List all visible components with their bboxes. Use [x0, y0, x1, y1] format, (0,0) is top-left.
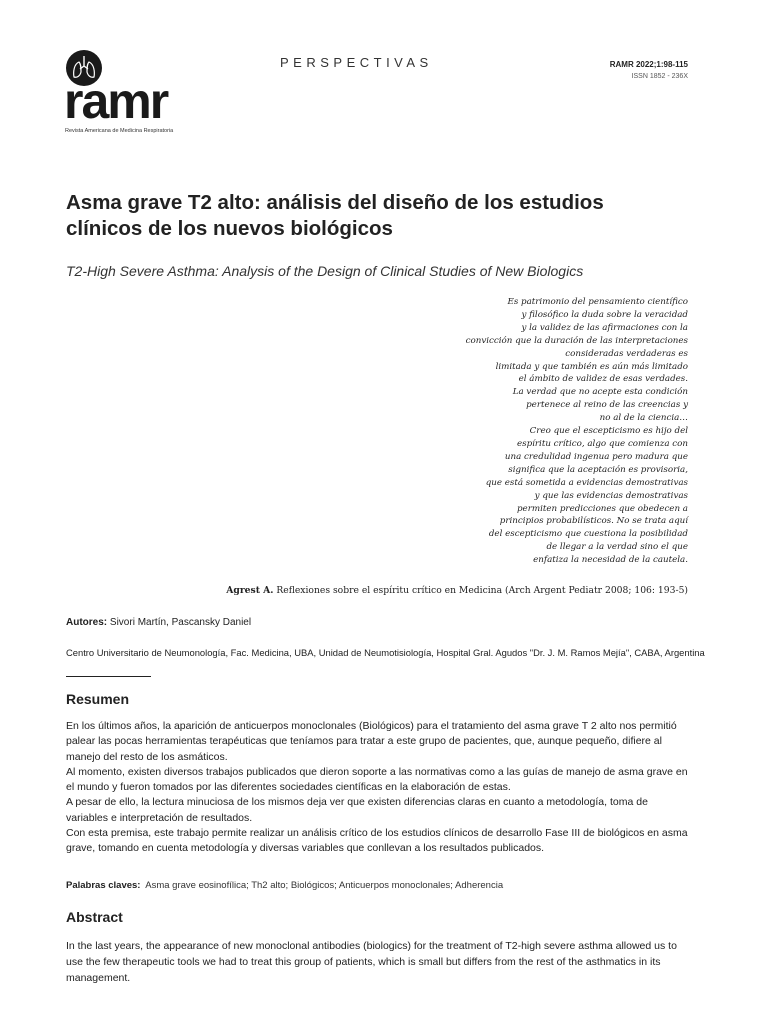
- epigraph-line: Creo que el escepticismo es hijo del: [529, 426, 688, 437]
- authors-line: [66, 617, 251, 628]
- issn: ISSN 1852 - 236X: [631, 73, 688, 80]
- epigraph-line: y la validez de las afirmaciones con la: [521, 322, 688, 333]
- epigraph-line: que está sometida a evidencias demostrativas: [485, 477, 688, 488]
- journal-reference: RAMR 2022;1:98-115: [609, 60, 688, 69]
- resumen-paragraph: Al momento, existen diversos trabajos publicados que dieron soporte a las normativas como a las guías de manejo de asma grave en el mundo y fueron tomados por las diferentes sociedades científicas en la elaboración de estas.: [66, 765, 688, 794]
- epigraph-line: convicción que la duración de las interpretaciones: [465, 335, 688, 346]
- resumen-paragraph: En los últimos años, la aparición de anticuerpos monoclonales (Biológicos) para el tratamiento del asma grave T 2 alto nos permitió palear las pocas herramientas terapéuticas que teníamos para tratar a este grupo de pacientes, que, aunque pequeño, difiere al manejo del resto de los asmáticos.: [66, 720, 677, 763]
- authors-names: Sivori Martín, Pascansky Daniel: [109, 617, 252, 628]
- citation-text: Reflexiones sobre el espíritu crítico en Medicina (Arch Argent Pediatr 2008; 106: 193-5): [276, 585, 688, 596]
- epigraph-line: el ámbito de validez de esas verdades.: [518, 374, 688, 385]
- citation-author: Agrest A.: [226, 585, 274, 596]
- epigraph-line: significa que la aceptación es provisoria,: [508, 464, 688, 475]
- keywords-text: Asma grave eosinofílica; Th2 alto; Biológicos; Anticuerpos monoclonales; Adherencia: [145, 880, 504, 891]
- epigraph-line: La verdad que no acepte esta condición: [512, 387, 688, 398]
- resumen-paragraph: Con esta premisa, este trabajo permite realizar un análisis crítico de los estudios clínicos de desarrollo Fase III de biológicos en asma grave, tomando en cuenta metodología y diversas variables que conllevan a los resultados publicados.: [66, 827, 688, 855]
- epigraph-citation: [226, 585, 688, 596]
- epigraph-line: consideradas verdaderas es: [565, 348, 688, 359]
- resumen-body: [66, 719, 691, 857]
- epigraph: [388, 296, 688, 567]
- section-divider: [66, 676, 151, 677]
- keywords-line: [66, 880, 503, 891]
- epigraph-line: principios probabilísticos. No se trata aquí: [499, 516, 688, 527]
- journal-logo: [64, 50, 176, 140]
- epigraph-line: permiten predicciones que obedecen a: [517, 503, 688, 514]
- logo-wordmark: ramr: [64, 73, 168, 129]
- epigraph-line: del escepticismo que cuestiona la posibilidad: [488, 529, 688, 540]
- article-title: [66, 190, 706, 242]
- logo-subtitle: Revista Americana de Medicina Respiratoria: [65, 128, 174, 134]
- epigraph-line: y filosófico la duda sobre la veracidad: [521, 309, 688, 320]
- affiliation: Centro Universitario de Neumonología, Fac. Medicina, UBA, Unidad de Neumotisiología, Hospital Gral. Agudos "Dr. J. M. Ramos Mejía", CABA, Argentina: [66, 647, 705, 658]
- epigraph-line: limitada y que también es aún más limitado: [495, 361, 688, 372]
- abstract-heading: Abstract: [66, 909, 123, 925]
- epigraph-line: y que las evidencias demostrativas: [534, 490, 688, 501]
- section-label: PERSPECTIVAS: [280, 55, 433, 70]
- epigraph-line: de llegar a la verdad sino el que: [546, 542, 688, 553]
- keywords-label: Palabras claves:: [66, 880, 141, 891]
- epigraph-line: espíritu crítico, algo que comienza con: [516, 438, 688, 449]
- resumen-paragraph: A pesar de ello, la lectura minuciosa de los mismos deja ver que existen diferencias claras en cuanto a metodología, toma de variables e interpretación de resultados.: [66, 796, 648, 824]
- title-line: Asma grave T2 alto: análisis del diseño de los estudios: [66, 191, 604, 214]
- article-subtitle: T2-High Severe Asthma: Analysis of the Design of Clinical Studies of New Biologics: [66, 263, 584, 279]
- abstract-body: In the last years, the appearance of new monoclonal antibodies (biologics) for the treatment of T2-high severe asthma allowed us to use the few therapeutic tools we had to treat this group of patients, which is small but differs from the rest of the asthmatics in its management.: [66, 940, 677, 984]
- epigraph-line: enfatiza la necesidad de la cautela.: [533, 555, 688, 566]
- resumen-heading: Resumen: [66, 691, 130, 707]
- authors-label: Autores:: [66, 617, 108, 628]
- title-line: clínicos de los nuevos biológicos: [66, 217, 393, 240]
- epigraph-line: Es patrimonio del pensamiento científico: [507, 297, 688, 307]
- epigraph-line: no al de la ciencia…: [599, 413, 688, 424]
- epigraph-line: pertenece al reino de las creencias y: [526, 400, 688, 411]
- epigraph-line: una credulidad ingenua pero madura que: [504, 451, 688, 462]
